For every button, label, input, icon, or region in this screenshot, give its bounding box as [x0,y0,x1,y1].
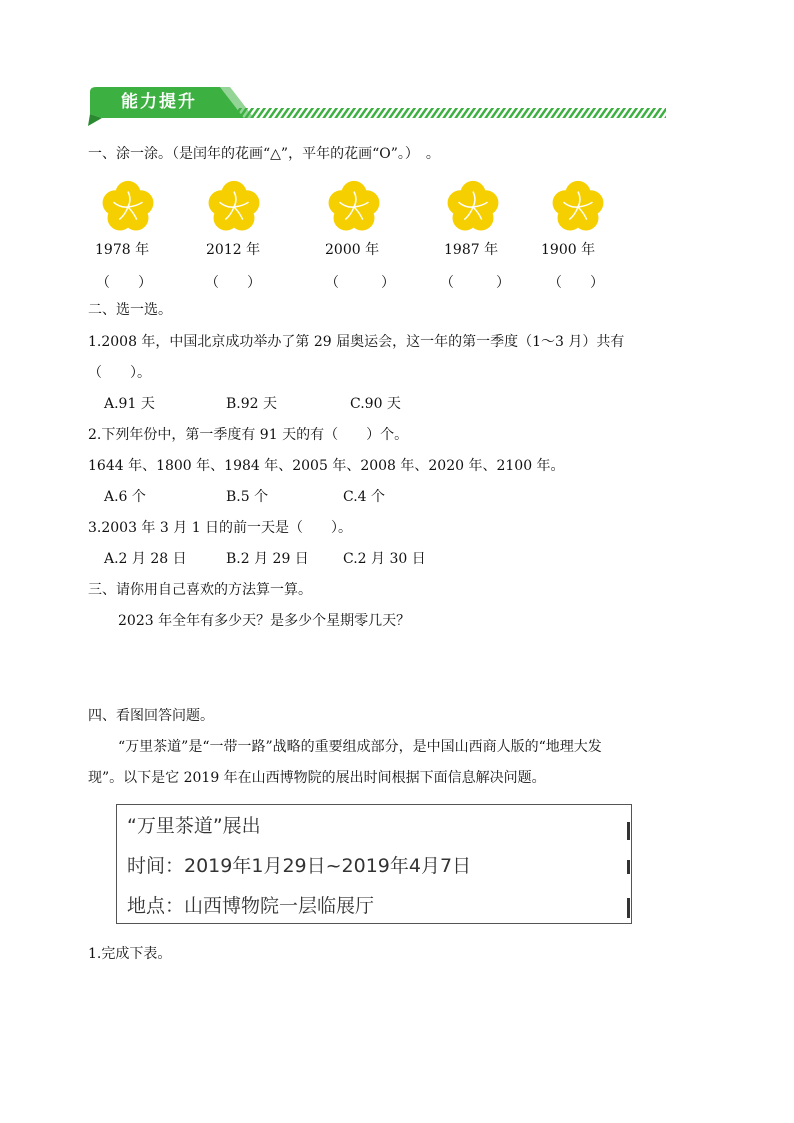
year-label: 1978 年 [95,242,150,258]
cropped-fragment [627,860,630,874]
answer-blank[interactable]: （ ） [325,275,395,291]
paragraph-line: 现”。以下是它 2019 年在山西博物院的展出时间根据下面信息解决问题。 [88,770,546,786]
cropped-fragment [627,822,630,840]
option-b[interactable]: B.2 月 29 日 [226,551,309,567]
year-label: 2012 年 [206,242,261,258]
option-c[interactable]: C.90 天 [350,396,401,412]
question-text: （ ）。 [88,365,151,381]
exhibit-info-image [116,804,632,924]
year-label: 1900 年 [541,242,596,258]
question-text: 1.2008 年，中国北京成功举办了第 29 届奥运会，这一年的第一季度（1～3 月）共有 [88,334,625,350]
sub-question: 1.完成下表。 [88,946,172,962]
option-c[interactable]: C.2 月 30 日 [343,551,426,567]
option-a[interactable]: A.2 月 28 日 [104,551,187,567]
answer-blank[interactable]: （ ） [440,275,510,291]
cropped-fragment [627,898,630,918]
section3-title: 三、请你用自己喜欢的方法算一算。 [88,582,312,598]
paragraph-line: “万里茶道”是“一带一路”战略的重要组成部分，是中国山西商人版的“地理大发 [118,739,602,755]
flower-icon[interactable] [325,178,383,236]
option-a[interactable]: A.6 个 [104,489,146,505]
section1-title: 一、涂一涂。（是闰年的花画“△”，平年的花画“O”。） 。 [88,146,440,162]
section2-title: 二、选一选。 [88,302,172,318]
answer-blank[interactable]: （ ） [548,275,604,291]
question-text: 2023 年全年有多少天？是多少个星期零几天？ [118,613,411,629]
year-label: 1987 年 [444,242,499,258]
question-text: 1644 年、1800 年、1984 年、2005 年、2008 年、2020 年、2100 年。 [88,458,565,474]
option-a[interactable]: A.91 天 [104,396,155,412]
question-text: 3.2003 年 3 月 1 日的前一天是（ ）。 [88,520,353,536]
exhibit-place: 地点：山西博物院一层临展厅 [127,895,375,917]
section4-title: 四、看图回答问题。 [88,708,214,724]
banner-title: 能力提升 [121,92,197,112]
question-text: 2.下列年份中，第一季度有 91 天的有（ ）个。 [88,427,409,443]
flower-icon[interactable] [205,178,263,236]
answer-blank[interactable]: （ ） [205,275,261,291]
year-label: 2000 年 [325,242,380,258]
option-c[interactable]: C.4 个 [343,489,386,505]
answer-blank[interactable]: （ ） [96,275,152,291]
flower-icon[interactable] [549,178,607,236]
option-b[interactable]: B.92 天 [226,396,278,412]
exhibit-time: 时间：2019年1月29日~2019年4月7日 [127,855,472,877]
exhibit-title: “万里茶道”展出 [127,815,261,837]
option-b[interactable]: B.5 个 [226,489,269,505]
flower-icon[interactable] [99,178,157,236]
flower-icon[interactable] [444,178,502,236]
